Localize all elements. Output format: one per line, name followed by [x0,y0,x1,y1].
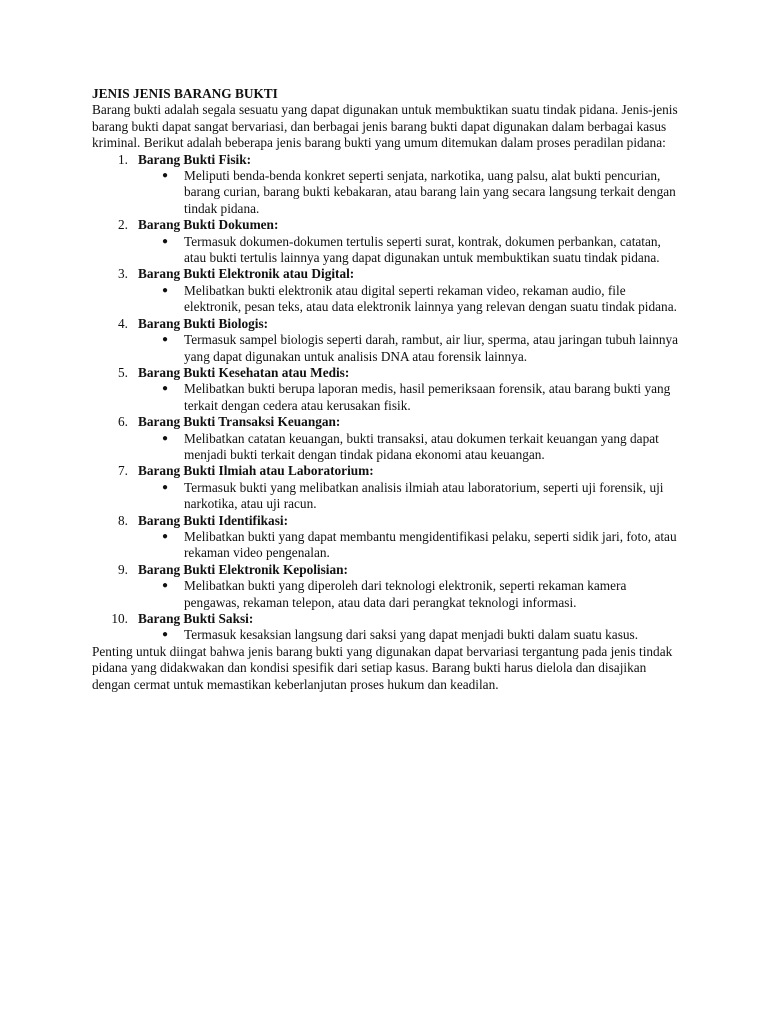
detail-text: Termasuk sampel biologis seperti darah, rambut, air liur, sperma, atau jaringan tubuh lainnya yang dapat digunakan untuk analisis DNA atau forensik lainnya. [184,332,679,364]
detail-text: Termasuk dokumen-dokumen tertulis seperti surat, kontrak, dokumen perbankan, catatan, atau bukti tertulis lainnya yang dapat digunakan untuk membuktikan suatu tindak pidana. [184,233,661,266]
intro-paragraph: Barang bukti adalah segala sesuatu yang dapat digunakan untuk membuktikan suatu tindak pidana. Jenis-jenis barang bukti dapat sangat bervariasi, dan berbagai jenis barang bukti dapat digunakan dalam berbagai kasus kriminal. Berikut adalah beberapa jenis barang bukti yang umum ditemukan dalam proses peradilan pidana: [92,102,678,151]
detail-bullet [138,381,682,414]
item-details [138,529,682,562]
closing-paragraph: Penting untuk diingat bahwa jenis barang bukti yang digunakan dapat bervariasi tergantung pada jenis tindak pidana yang didakwakan dan kondisi spesifik dari setiap kasus. Barang bukti harus dielola dan disajikan dengan cermat untuk memastikan keberlanjutan proses hukum dan keadilan. [92,643,673,692]
item-number: 6. [118,414,128,430]
detail-bullet [138,168,682,217]
detail-bullet [138,332,682,365]
list-item [92,611,682,644]
item-details [138,480,682,513]
bullet-icon: ● [162,580,169,592]
list-item [92,266,682,315]
bullet-icon: ● [162,334,169,346]
list-item [92,414,682,463]
item-number: 4. [118,315,128,331]
detail-text: Termasuk kesaksian langsung dari saksi yang dapat menjadi bukti dalam suatu kasus. [184,627,639,643]
item-number: 9. [118,561,128,577]
detail-text: Melibatkan bukti yang diperoleh dari teknologi elektronik, seperti rekaman kamera pengawas, rekaman telepon, atau data dari perangkat teknologi informasi. [184,578,627,610]
item-number: 2. [118,217,128,233]
list-item [92,562,682,611]
detail-text: Melibatkan bukti berupa laporan medis, hasil pemeriksaan forensik, atau barang bukti yang terkait dengan cedera atau kerusakan fisik. [184,381,671,413]
detail-text: Meliputi benda-benda konkret seperti senjata, narkotika, uang palsu, alat bukti pencurian, barang curian, barang bukti kebakaran, atau barang lain yang secara langsung terkait dengan tindak pidana. [184,168,676,216]
bullet-icon: ● [162,481,169,493]
item-heading: Barang Bukti Kesehatan atau Medis: [138,364,350,380]
item-number: 5. [118,364,128,380]
detail-bullet [138,529,682,562]
item-details [138,283,682,316]
item-number: 7. [118,463,128,479]
detail-text: Melibatkan bukti elektronik atau digital seperti rekaman video, rekaman audio, file elektronik, pesan teks, atau data elektronik lainnya yang relevan dengan suatu tindak pidana. [184,282,677,315]
bullet-icon: ● [162,629,169,641]
detail-text: Melibatkan bukti yang dapat membantu mengidentifikasi pelaku, seperti sidik jari, foto, atau rekaman video pengenalan. [184,528,677,561]
item-number: 3. [118,266,128,282]
item-details [138,431,682,464]
bullet-icon: ● [162,530,169,542]
item-details [138,332,682,365]
bullet-icon: ● [162,284,169,296]
item-details [138,578,682,611]
item-heading: Barang Bukti Biologis: [138,315,269,331]
item-heading: Barang Bukti Dokumen: [138,217,279,233]
list-item [92,316,682,365]
list-item [92,365,682,414]
detail-text: Termasuk bukti yang melibatkan analisis ilmiah atau laboratorium, seperti uji forensik, uji narkotika, atau uji racun. [184,479,664,512]
document-page [92,86,682,693]
item-details [138,234,682,267]
list-item [92,217,682,266]
list-item [92,513,682,562]
item-heading: Barang Bukti Elektronik atau Digital: [138,266,355,282]
detail-bullet [138,578,682,611]
item-heading: Barang Bukti Ilmiah atau Laboratorium: [138,463,374,479]
item-details [138,168,682,217]
bullet-icon: ● [162,383,169,395]
evidence-type-list [92,152,682,644]
bullet-icon: ● [162,170,169,182]
item-heading: Barang Bukti Identifikasi: [138,512,288,528]
detail-bullet [138,627,682,643]
item-number: 8. [118,512,128,528]
item-details [138,381,682,414]
item-details [138,627,682,643]
list-item [92,152,682,218]
detail-bullet [138,431,682,464]
item-number: 1. [118,151,128,167]
item-number: 10. [111,611,128,626]
document-title: JENIS JENIS BARANG BUKTI [92,86,278,101]
detail-bullet [138,283,682,316]
detail-bullet [138,234,682,267]
item-heading: Barang Bukti Saksi: [138,611,254,626]
detail-bullet [138,480,682,513]
list-item [92,463,682,512]
bullet-icon: ● [162,432,169,444]
item-heading: Barang Bukti Fisik: [138,151,252,167]
detail-text: Melibatkan catatan keuangan, bukti transaksi, atau dokumen terkait keuangan yang dapat menjadi bukti terkait dengan tindak pidana ekonomi atau keuangan. [184,430,659,462]
bullet-icon: ● [162,235,169,247]
item-heading: Barang Bukti Elektronik Kepolisian: [138,561,348,577]
item-heading: Barang Bukti Transaksi Keuangan: [138,414,341,430]
